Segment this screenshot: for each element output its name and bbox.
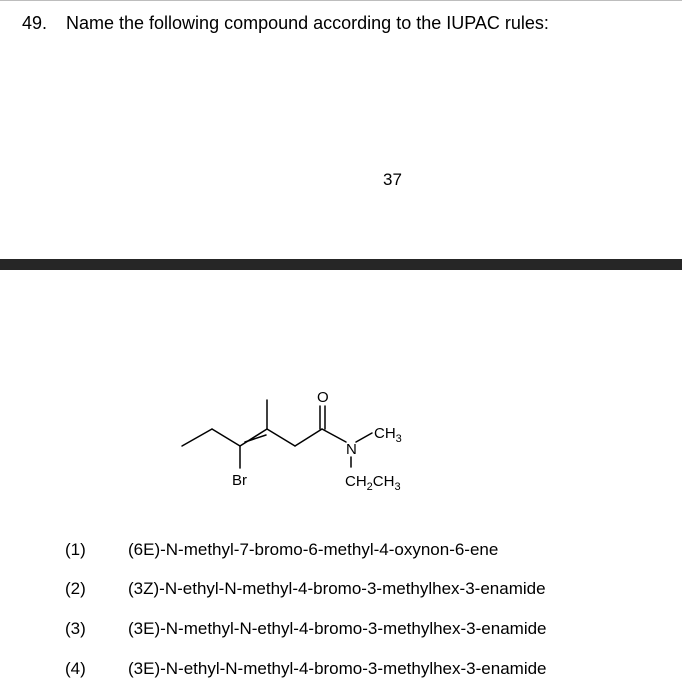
bond-n-ch3 xyxy=(356,433,372,442)
ethyl-ch3: CH xyxy=(372,473,395,490)
option-text: (3E)-N-methyl-N-ethyl-4-bromo-3-methylhex-3-enamide xyxy=(128,619,547,638)
ethyl-sub3: 3 xyxy=(394,481,401,493)
atom-nitrogen: N xyxy=(346,441,357,458)
answer-option-4[interactable] xyxy=(0,659,682,683)
option-text: (3E)-N-ethyl-N-methyl-4-bromo-3-methylhex-3-enamide xyxy=(128,659,547,678)
bond-c3-c2 xyxy=(267,429,295,446)
group-methyl xyxy=(374,425,402,445)
bond-c1-n xyxy=(322,429,346,442)
atom-oxygen: O xyxy=(317,389,329,406)
methyl-ch: CH xyxy=(374,425,396,442)
answer-option-3[interactable] xyxy=(0,619,682,643)
atom-bromine: Br xyxy=(232,472,247,489)
option-number: (3) xyxy=(65,619,86,638)
ethyl-ch2: CH xyxy=(345,473,367,490)
page-number: 37 xyxy=(383,170,402,189)
top-rule xyxy=(0,0,682,1)
ethyl-sub2: 2 xyxy=(366,481,373,493)
option-number: (4) xyxy=(65,659,86,678)
bond-c4-c3 xyxy=(240,429,267,446)
option-text: (6E)-N-methyl-7-bromo-6-methyl-4-oxynon-6-ene xyxy=(128,540,499,559)
answer-option-1[interactable] xyxy=(0,540,682,564)
bond-c6-c5 xyxy=(182,429,212,446)
option-text: (3Z)-N-ethyl-N-methyl-4-bromo-3-methylhex-3-enamide xyxy=(128,579,546,598)
answer-option-2[interactable] xyxy=(0,579,682,603)
question-number: 49. xyxy=(22,13,48,33)
bond-c2-c1 xyxy=(295,429,322,446)
chemical-structure xyxy=(170,380,430,500)
page-break-bar xyxy=(0,259,682,270)
question-text: Name the following compound according to the IUPAC rules: xyxy=(66,13,549,33)
option-number: (1) xyxy=(65,540,86,559)
bond-c5-c4 xyxy=(212,429,240,446)
group-ethyl xyxy=(345,473,401,493)
option-number: (2) xyxy=(65,579,86,598)
methyl-subscript: 3 xyxy=(395,433,402,445)
